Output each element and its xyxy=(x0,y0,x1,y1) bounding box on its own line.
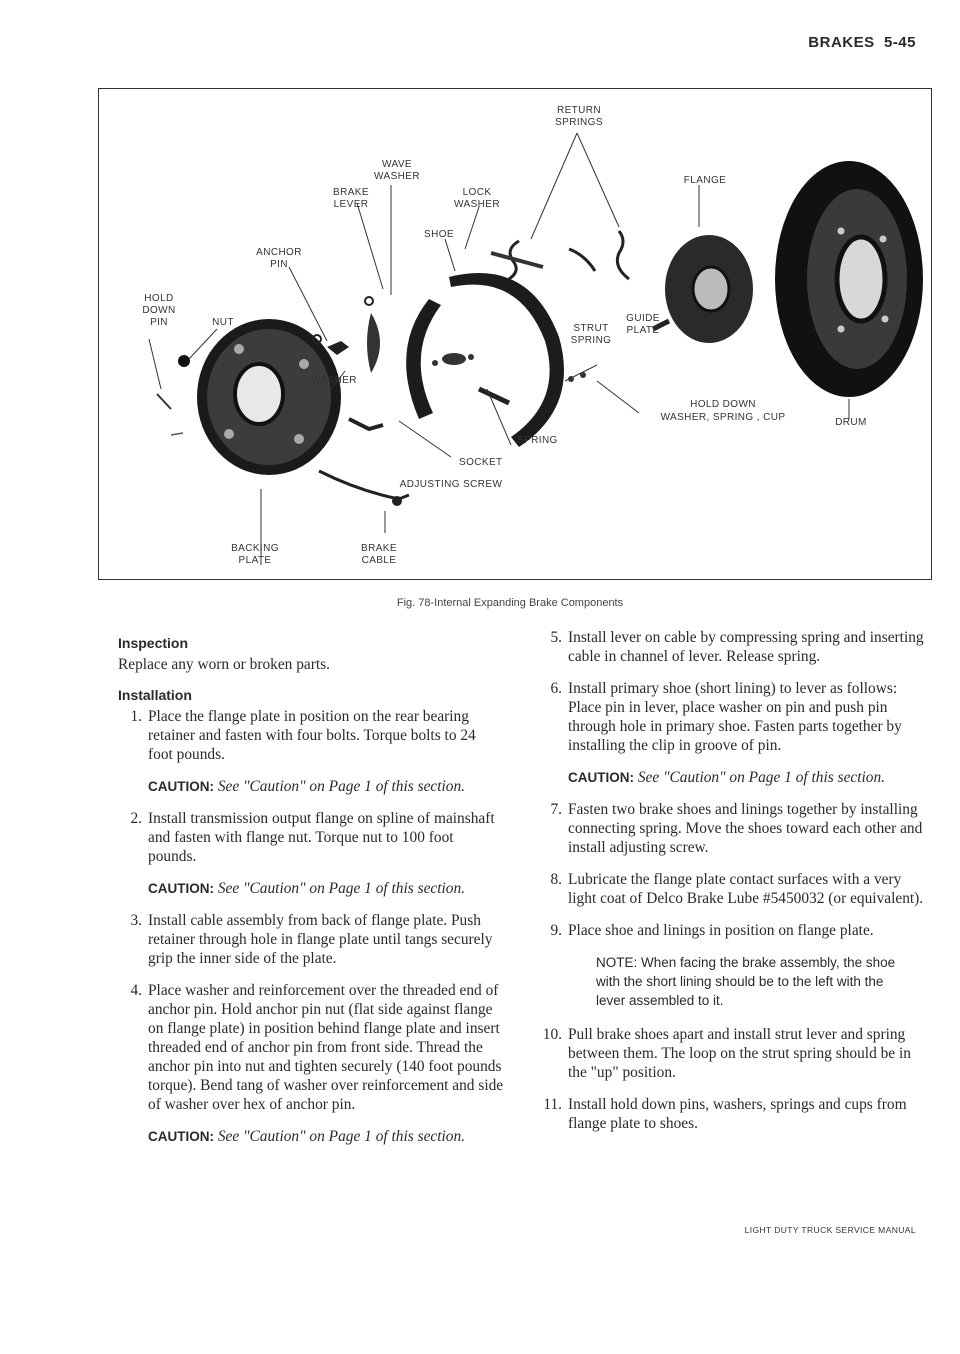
step-10 xyxy=(538,1025,932,1082)
step-3 xyxy=(118,911,504,968)
inspection-heading: Inspection xyxy=(118,635,189,651)
step-number: 8. xyxy=(550,871,562,888)
caution-word: CAUTION: xyxy=(148,881,214,896)
label-socket: SOCKET xyxy=(459,457,503,468)
caution-1 xyxy=(118,777,504,796)
caution-text: See "Caution" on Page 1 of this section. xyxy=(637,769,886,786)
caution-word: CAUTION: xyxy=(148,1129,214,1144)
step-11 xyxy=(538,1095,932,1133)
step-text: Install hold down pins, washers, springs and cups from flange plate to shoes. xyxy=(568,1096,907,1132)
caution-3 xyxy=(118,1127,504,1146)
step-number: 1. xyxy=(130,708,142,725)
right-column xyxy=(538,628,932,1146)
installation-heading: Installation xyxy=(118,687,192,703)
label-anchor-pin: ANCHOR PIN xyxy=(256,247,302,270)
step-text: Install cable assembly from back of flange plate. Push retainer through hole in flange plate until tangs securely grip the inner side of the plate. xyxy=(148,912,493,967)
step-9 xyxy=(538,921,932,940)
label-return-springs: RETURN SPRINGS xyxy=(555,105,603,128)
step-8 xyxy=(538,870,932,908)
caution-text: See "Caution" on Page 1 of this section. xyxy=(217,778,466,795)
label-brake-cable: BRAKE CABLE xyxy=(361,543,397,566)
step-text: Install lever on cable by compressing spring and inserting cable in channel of lever. Release spring. xyxy=(568,629,924,665)
caution-2 xyxy=(118,879,504,898)
step-4 xyxy=(118,981,504,1114)
step-text: Place the flange plate in position on the rear bearing retainer and fasten with four bolts. Torque bolts to 24 foot pounds. xyxy=(148,708,476,763)
caution-text: See "Caution" on Page 1 of this section. xyxy=(217,880,466,897)
step-text: Install transmission output flange on spline of mainshaft and fasten with flange nut. Torque nut to 100 foot pounds. xyxy=(148,810,495,865)
step-number: 10. xyxy=(542,1026,562,1043)
label-adjusting-screw: ADJUSTING SCREW xyxy=(399,479,503,490)
step-number: 5. xyxy=(550,629,562,646)
step-number: 2. xyxy=(130,810,142,827)
inspection-text: Replace any worn or broken parts. xyxy=(118,656,330,673)
label-brake-lever: BRAKE LEVER xyxy=(333,187,369,210)
label-drum: DRUM xyxy=(835,417,867,428)
step-text: Install primary shoe (short lining) to lever as follows: Place pin in lever, place washer on pin and push pin through hole in primary shoe. Fasten parts together by installing the clip in groove of pin. xyxy=(568,680,902,754)
page-number: 5-45 xyxy=(883,34,916,51)
page-footer: LIGHT DUTY TRUCK SERVICE MANUAL xyxy=(744,1225,916,1235)
label-shoe: SHOE xyxy=(424,229,454,240)
step-number: 6. xyxy=(550,680,562,697)
label-lock-washer: LOCK WASHER xyxy=(454,187,500,210)
label-wave-washer: WAVE WASHER xyxy=(374,159,420,182)
brake-shoes-illustration xyxy=(406,273,564,447)
label-hold-down-pin: HOLD DOWN PIN xyxy=(142,293,176,328)
step-7 xyxy=(538,800,932,857)
step-text: Fasten two brake shoes and linings together by installing connecting spring. Move the shoes toward each other and install adjusting screw. xyxy=(568,801,923,856)
step-5 xyxy=(538,628,932,666)
step-number: 7. xyxy=(550,801,562,818)
label-backing-plate: BACKING PLATE xyxy=(231,543,279,566)
step-6 xyxy=(538,679,932,755)
section-title: BRAKES xyxy=(808,34,875,51)
caution-word: CAUTION: xyxy=(148,779,214,794)
figure-caption: Fig. 78-Internal Expanding Brake Components xyxy=(396,597,624,609)
caution-word: CAUTION: xyxy=(568,770,634,785)
step-number: 4. xyxy=(130,982,142,999)
step-text: Place washer and reinforcement over the threaded end of anchor pin. Hold anchor pin nut (flat side against flange on flange plate) in position behind flange plate and insert threaded end of anchor pin from front side. Thread the anchor pin into nut and tighten securely (140 foot pounds torque). Bend tang of washer over reinforcement and side of washer over hex of anchor pin. xyxy=(148,982,504,1113)
brake-drum-illustration xyxy=(775,161,923,397)
step-number: 11. xyxy=(543,1096,562,1113)
left-column xyxy=(118,628,504,1159)
caution-text: See "Caution" on Page 1 of this section. xyxy=(217,1128,466,1145)
note: NOTE: When facing the brake assembly, the shoe with the short lining should be to the left with the lever assembled to it. xyxy=(596,955,896,1008)
step-1 xyxy=(118,707,504,764)
label-washer: WASHER xyxy=(311,375,357,386)
step-text: Place shoe and linings in position on flange plate. xyxy=(568,922,874,939)
label-spring: SPRING xyxy=(517,435,558,446)
label-hold-down-washer: HOLD DOWN WASHER, SPRING , CUP xyxy=(660,399,786,423)
hold-down-pin-illustration xyxy=(157,355,190,435)
step-text: Lubricate the flange plate contact surfaces with a very light coat of Delco Brake Lube #5450032 (or equivalent). xyxy=(568,871,924,907)
caution-4 xyxy=(538,768,932,787)
step-number: 9. xyxy=(550,922,562,939)
step-number: 3. xyxy=(130,912,142,929)
label-guide-plate: GUIDE PLATE xyxy=(626,313,660,336)
exploded-brake-diagram xyxy=(99,89,933,581)
page-header xyxy=(808,34,916,51)
label-flange: FLANGE xyxy=(683,175,727,186)
step-2 xyxy=(118,809,504,866)
flange-illustration xyxy=(653,235,753,343)
step-text: Pull brake shoes apart and install strut lever and spring between them. The loop on the strut spring should be in the "up" position. xyxy=(568,1026,911,1081)
label-nut: NUT xyxy=(212,317,234,328)
brake-components-figure xyxy=(98,88,932,580)
label-strut-spring: STRUT SPRING xyxy=(570,323,612,346)
